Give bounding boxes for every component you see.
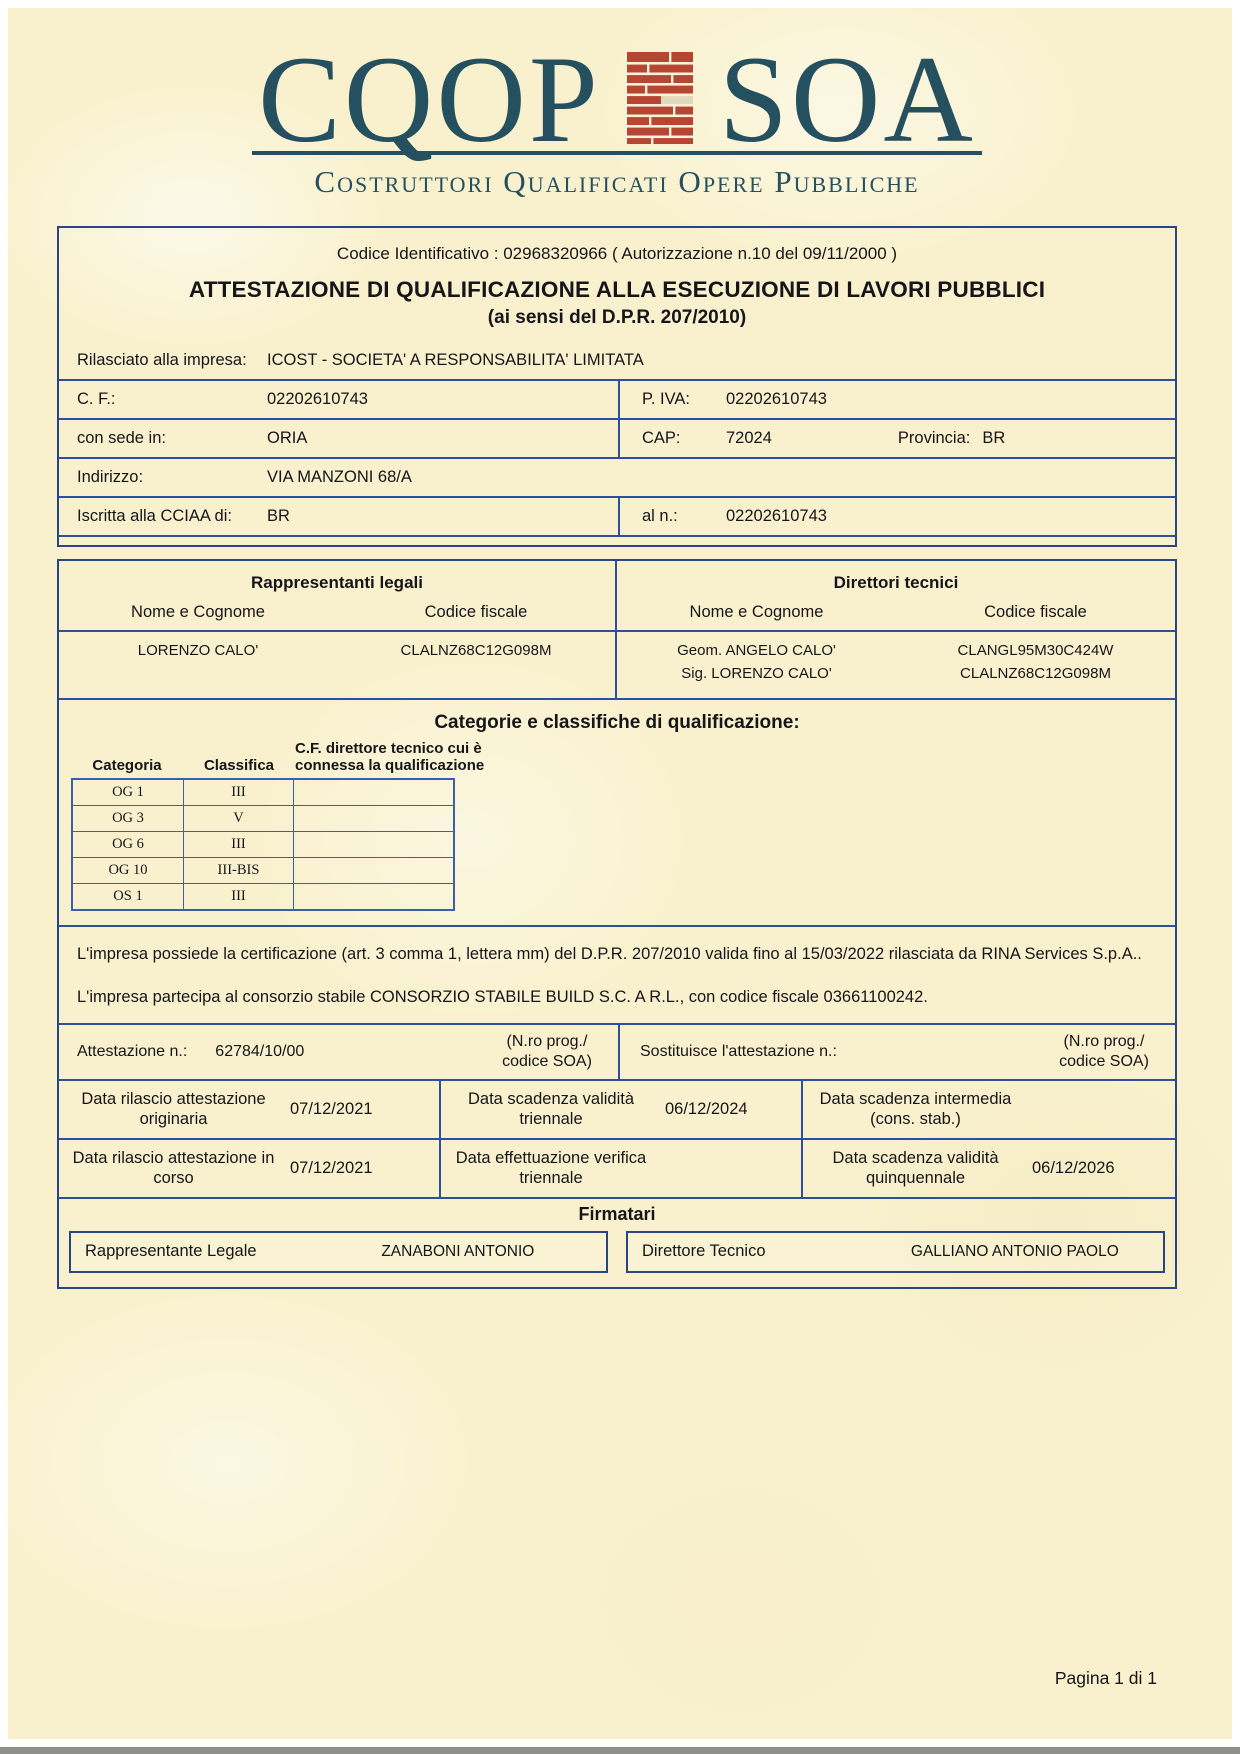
al-n-value: 02202610743 [726, 507, 827, 526]
person-name: Geom. ANGELO CALO' [677, 642, 836, 660]
categoria-row [73, 805, 453, 831]
impresa-cell [59, 342, 1175, 379]
attestazione-title: ATTESTAZIONE DI QUALIFICAZIONE ALLA ESECUZIONE DI LAVORI PUBBLICI [188, 277, 1046, 303]
firmatari-row [59, 1229, 1175, 1287]
certificate-body-box [57, 559, 1177, 1289]
firmatario-label: Direttore Tecnico [642, 1242, 766, 1261]
direttori-column [617, 561, 1175, 698]
piva-label: P. IVA: [642, 390, 691, 409]
cf-cell [293, 884, 453, 909]
note-certificazione: L'impresa possiede la certificazione (art. 3 comma 1, lettera mm) del D.P.R. 207/2010 valida fino al 15/03/2022 rilasciata da RINA Services S.p.A.. [77, 944, 1142, 963]
sede-value: ORIA [267, 429, 308, 448]
codice-identificativo-line: Codice Identificativo : 02968320966 ( Autorizzazione n.10 del 09/11/2000 ) [336, 244, 898, 264]
sede-cell [59, 420, 618, 457]
rilasciato-label: Rilasciato alla impresa: [77, 351, 247, 370]
indirizzo-label: Indirizzo: [77, 468, 144, 487]
attestazione-n-value: 62784/10/00 [215, 1042, 305, 1060]
direttori-title: Direttori tecnici [833, 573, 959, 593]
sostituisce-cell [618, 1025, 1175, 1079]
rappresentanti-rows [59, 630, 615, 698]
attestazione-n-label: Attestazione n.: [77, 1042, 188, 1060]
firmatario-name: GALLIANO ANTONIO PAOLO [910, 1242, 1119, 1260]
brick-icon [627, 52, 693, 144]
parchment-background [8, 8, 1232, 1739]
cf-cell [293, 858, 453, 883]
sostituisce-label: Sostituisce l'attestazione n.: [640, 1042, 837, 1060]
nro-prog-label: (N.ro prog./ codice SOA) [502, 1032, 592, 1070]
direttore-row [617, 639, 1175, 662]
date-value: 06/12/2024 [665, 1099, 748, 1118]
field-row-cf-piva [59, 381, 1175, 420]
categoria-cell: OS 1 [113, 887, 143, 904]
field-row-indirizzo [59, 459, 1175, 498]
cciaa-cell [59, 498, 618, 535]
date-value: 06/12/2026 [1032, 1158, 1115, 1177]
date-cell [439, 1138, 801, 1197]
classifica-cell: III [183, 884, 293, 909]
logo-wordmark [252, 31, 982, 168]
cf-cell [59, 381, 618, 418]
scanner-edge-strip [0, 1747, 1240, 1754]
firmatari-title: Firmatari [59, 1197, 1175, 1229]
categoria-row [73, 780, 453, 805]
categoria-row [73, 883, 453, 909]
provincia-value: BR [982, 429, 1006, 448]
date-label: Data scadenza validità quinquennale [832, 1148, 999, 1188]
person-cf: CLALNZ68C12G098M [400, 642, 552, 660]
logo-text-soa: SOA [718, 31, 976, 168]
date-label: Data effettuazione verifica triennale [455, 1148, 647, 1188]
logo-text-cqop: CQOP [258, 31, 601, 168]
rappresentanti-title: Rappresentanti legali [251, 573, 423, 593]
certificate-header-box [57, 226, 1177, 547]
categoria-cell: OG 6 [112, 835, 144, 852]
nome-cognome-header: Nome e Cognome [131, 603, 265, 622]
codice-fiscale-header: Codice fiscale [984, 603, 1087, 622]
sede-label: con sede in: [77, 429, 166, 448]
cf-value: 02202610743 [267, 390, 368, 409]
person-cf: CLALNZ68C12G098M [960, 665, 1111, 683]
company-field-rows [59, 342, 1175, 537]
indirizzo-value: VIA MANZONI 68/A [267, 468, 412, 487]
codice-fiscale-header: Codice fiscale [424, 603, 528, 622]
firmatario-name: ZANABONI ANTONIO [381, 1242, 535, 1260]
logo-tagline: Costruttori Qualificati Opere Pubbliche [314, 164, 920, 200]
notes-section [59, 925, 1175, 1023]
person-name: LORENZO CALO' [137, 642, 259, 660]
person-name: Sig. LORENZO CALO' [681, 665, 832, 683]
field-row-impresa [59, 342, 1175, 381]
categorie-table-headers [71, 740, 485, 775]
date-cell [59, 1081, 439, 1138]
cap-value: 72024 [726, 429, 772, 448]
person-cf: CLANGL95M30C424W [957, 642, 1114, 660]
classifica-cell: III [183, 832, 293, 857]
rappresentanti-headers [59, 593, 615, 630]
direttori-rows [617, 630, 1175, 698]
direttori-headers [617, 593, 1175, 630]
note-consorzio: L'impresa partecipa al consorzio stabile CONSORZIO STABILE BUILD S.C. A R.L., con codice fiscale 03661100242. [77, 987, 928, 1006]
rappresentanti-column [59, 561, 617, 698]
date-label: Data scadenza validità triennale [467, 1089, 634, 1129]
cf-cell [293, 806, 453, 831]
categoria-cell: OG 1 [112, 783, 144, 800]
attestazione-subtitle: (ai sensi del D.P.R. 207/2010) [487, 307, 747, 329]
indirizzo-cell [59, 459, 1175, 496]
field-row-cciaa [59, 498, 1175, 537]
cciaa-value: BR [267, 507, 290, 526]
provincia-label: Provincia: [897, 429, 971, 448]
classifica-cell: III [183, 780, 293, 805]
date-label: Data rilascio attestazione originaria [81, 1089, 266, 1129]
people-section [59, 561, 1175, 700]
field-row-sede [59, 420, 1175, 459]
cciaa-label: Iscritta alla CCIAA di: [77, 507, 232, 526]
cf-label: C. F.: [77, 390, 116, 409]
firmatario-label: Rappresentante Legale [85, 1242, 257, 1261]
date-cell [59, 1138, 439, 1197]
rappresentante-legale-box [69, 1231, 608, 1273]
categorie-title: Categorie e classifiche di qualificazione: [434, 712, 800, 734]
rilasciato-value: ICOST - SOCIETA' A RESPONSABILITA' LIMITATA [267, 351, 644, 370]
page-number: Pagina 1 di 1 [1054, 1668, 1157, 1688]
nome-cognome-header: Nome e Cognome [689, 603, 824, 622]
categorie-table [71, 778, 455, 911]
date-cell [801, 1138, 1175, 1197]
attestazione-number-row [59, 1023, 1175, 1079]
categoria-row [73, 857, 453, 883]
cap-label: CAP: [642, 429, 681, 448]
document-content [57, 8, 1177, 1688]
attestazione-n-cell [59, 1025, 618, 1079]
date-label: Data scadenza intermedia (cons. stab.) [819, 1089, 1012, 1129]
classifica-header: Classifica [203, 757, 275, 775]
cf-cell [293, 832, 453, 857]
nro-prog-label: (N.ro prog./ codice SOA) [1059, 1032, 1149, 1070]
classifica-cell: V [183, 806, 293, 831]
piva-cell [618, 381, 1175, 418]
rappresentante-row [59, 639, 615, 662]
date-cell [439, 1081, 801, 1138]
date-cell [801, 1081, 1175, 1138]
date-value: 07/12/2021 [290, 1158, 373, 1177]
classifica-cell: III-BIS [183, 858, 293, 883]
al-n-cell [618, 498, 1175, 535]
cf-cell [293, 780, 453, 805]
date-grid [59, 1079, 1175, 1197]
categoria-cell: OG 3 [112, 809, 144, 826]
piva-value: 02202610743 [726, 390, 827, 409]
categoria-cell: OG 10 [108, 861, 148, 878]
date-value: 07/12/2021 [290, 1099, 373, 1118]
direttore-tecnico-box [626, 1231, 1165, 1273]
cf-direttore-header: C.F. direttore tecnico cui è connessa la qualificazione [295, 740, 485, 775]
cap-provincia-cell [618, 420, 1175, 457]
categoria-row [73, 831, 453, 857]
direttore-row [617, 662, 1175, 685]
brand-logo [57, 8, 1177, 200]
al-n-label: al n.: [642, 507, 678, 526]
categoria-header: Categoria [92, 757, 162, 775]
date-label: Data rilascio attestazione in corso [72, 1148, 275, 1188]
